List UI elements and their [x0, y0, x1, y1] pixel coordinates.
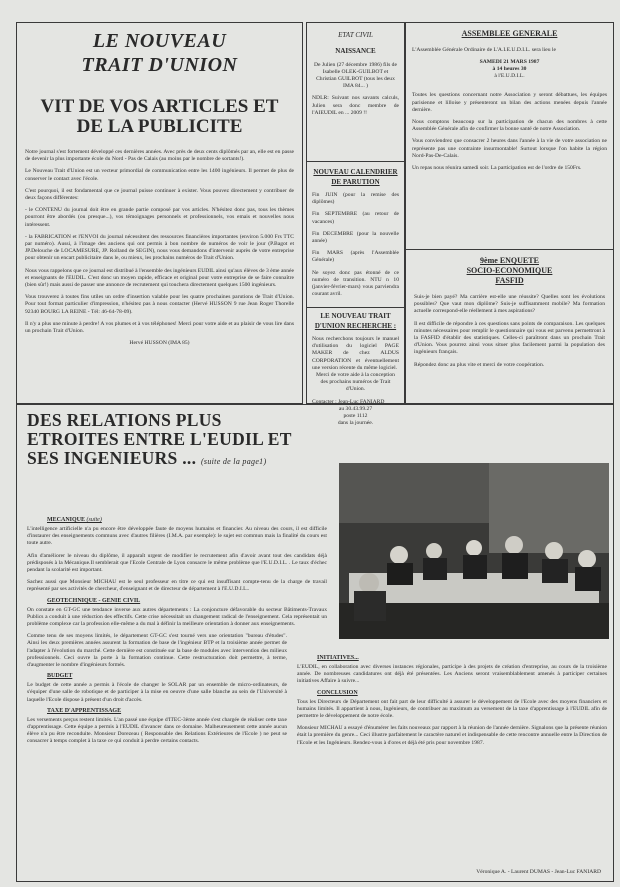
calendrier-item: Fin JUIN (pour la remise des diplômes) — [312, 192, 399, 206]
calendrier-heading-line2: DE PARUTION — [331, 177, 380, 186]
editorial-paragraph: C'est pourquoi, il est fondamental que ce journal puisse continuer à exister. Vous pouvez directement y contribuer de deux façons différentes: — [25, 187, 294, 202]
relations-headline-suite: (suite de la page1) — [200, 457, 267, 466]
article-left-column — [27, 513, 327, 746]
enquete-heading-line2: SOCIO-ECONOMIQUE — [466, 266, 553, 275]
calendrier-item: Fin MARS (après l'Assemblée Générale) — [312, 250, 399, 264]
relations-headline — [27, 411, 437, 471]
mecanique-heading — [47, 517, 327, 523]
mecanique-suite: (suite) — [86, 517, 102, 523]
ndlr-text: NDLR: Suivant nos savants calculs, Julien sera donc membre de l'AIEUDIL en ... 2009 !! — [312, 95, 399, 116]
assemblee-paragraph: Un repas nous réunira samedi soir. La participation est de l'ordre de 150Frs. — [412, 164, 582, 171]
calendrier-item: Fin SEPTEMBRE (au retour de vacances) — [312, 211, 399, 225]
taxe-heading: TAXE D'APPRENTISSAGE — [47, 707, 122, 714]
assemblee-intro: L'Assemblée Générale Ordinaire de L'A.I.E.U.D.I.L. sera lieu le — [412, 46, 556, 53]
enquete-paragraph: Il est difficile de répondre à ces questions sans points de comparaison. Les quelques minutes nécessaires pour remplir le questionnaire qui vous est parvenu permettront à la FASFID d'établir des statistiques. Celles-ci paraîtront dans un prochain Trait d'Union. Vous pourrez ainsi vous situer plus facilement parmi la population des ingénieurs français. — [414, 320, 605, 356]
naissance-text: De Julien (27 décembre 1986) fils de Isabelle OLEK-GUILBOT et Christian GUILBOT (tous les deux IMA 84... ) — [314, 61, 397, 90]
article-paragraph: Afin d'améliorer le niveau du diplôme, il apparaît urgent de modifier le recrutement afin d'avoir avant tout des candidats déjà prédisposés à la Mécanique.Il semblerait que l'Ecole Centrale de Lyon consacre le même problème que l'E.U.D.I.L. . Le taux d'échec pendant la scolarité est important. — [27, 552, 327, 574]
newsletter-title-line1: LE NOUVEAU — [92, 30, 227, 52]
article-paragraph: Tous les Directeurs de Département ont fait part de leur difficulté à assurer le développement de l'Ecole avec des moyens financiers et humains limités. Il appartient à nous, Ingénieurs, de contribuer au maximum au versement de la taxe d'apprentissage à l'EUDIL afin de permettre le développement de notre école. — [297, 698, 607, 720]
contact-poste: poste 1112 — [343, 413, 368, 420]
assemblee-heading: ASSEMBLEE GENERALE — [461, 29, 558, 38]
article-paragraph: L'EUDIL, en collaboration avec diverses instances régionales, participe à des projets de création d'entreprise, au cours de la troisième année. De nombreuses candidatures ont déjà été présentées. Les Anciens seront vraisemblablement amenés à participer certaines initiatives Affaire à suivre... — [297, 664, 607, 685]
editorial-headline-line2: DE LA PUBLICITE — [76, 116, 243, 137]
relations-article-box — [16, 404, 614, 882]
editorial-paragraph: Vous trouverez à toutes fins utiles un ordre d'insertion valable pour les quatre prochaines parutions de Trait d'Union. Pour tout format particulier d'impression, n'hésitez pas à nous contacter (Hervé HUSSON 9 rue Jean Roger Thorelle 92340 BOURG LA REINE - Tél: 46-64-78-09). — [25, 294, 294, 315]
assemblee-time: à 14 heures 30 — [492, 65, 527, 72]
article-paragraph: On constate en GT-GC une tendance inverse aux autres départements : La conjoncture défavorable du secteur Bâtiments-Travaux Publics a conduit à une réduction des effectifs. Cette crise nécessitait un changement radical de l'enseignement. Cela représentait un problème complexe car la profession elle-même a du mal à définir la meilleure orientation à donner aux enseignements. — [27, 606, 327, 628]
article-right-column — [297, 651, 607, 747]
recherche-section — [307, 308, 404, 427]
calendrier-section — [307, 162, 404, 308]
editorial-headline-line1: VIT DE VOS ARTICLES ET — [40, 96, 279, 117]
assemblee-box — [405, 22, 614, 404]
recherche-text: Nous recherchons toujours le manuel d'utilisation du logiciel PAGE MAKER de chez ALDUS CORPORATION et éventuellement une version récente du même logiciel. — [312, 336, 399, 371]
article-paragraph: Le budget de cette année a permis à l'école de changer le SOLAR par un ensemble de micro-ordinateurs, de s'équiper d'une salle de robotique et de participer à la mise en oeuvre d'une salle blanche au sein de l'Université à laquelle l'Ecole dispose à présent d'un droit d'accès. — [27, 682, 287, 703]
enquete-heading-line1: 9ème ENQUETE — [480, 256, 539, 265]
assemblee-date: SAMEDI 21 MARS 1987 — [479, 58, 540, 65]
contact-name: Contacter : Jean-Luc FANIARD — [312, 398, 385, 405]
article-paragraph: Comme tenu de ses moyens limités, le département GT-GC s'est tourné vers une orientation "bureau d'études". Ainsi les deux premières années assurent la formation de base de l'ingénieur BTP et la troisième année permet de l'adapter à l'évolution du marché. Cette dernière est constituée sur la base de modules avec intervention des milieux professionnels. Ceci ouvre la porte à la formation continue. Cette restructuration doit permettre, à terme, d'augmenter le nombre d'ingénieurs formés. — [27, 633, 287, 669]
enquete-paragraph: Répondez donc au plus vite et merci de votre coopération. — [414, 361, 545, 368]
editorial-signature: Hervé HUSSON (IMA 85) — [129, 340, 190, 347]
editorial-paragraph: Il n'y a plus une minute à perdre! A vos plumes et à vos téléphones! Merci pour votre aide et au plaisir de vous lire dans un prochain Trait d'Union. — [25, 320, 294, 335]
article-paragraph: Les versements perçus restent limités. L'an passé une équipe d'ITEC-3ème année s'est chargée de réaliser cette taxe d'apprentissage. Cette équipe a permis à l'EUDIL d'avancer dans ce domaine. Malheureusement cette année aucun élève n'a pu être reconduite. Monsieur Dorezeau ( Responsable des Relations Extérieures de l'Ecole ) ne peut se consacrer à temps complet à la taxe ce qui conduit à perdre certains contacts. — [27, 716, 287, 745]
enquete-paragraph: Suis-je bien payé? Ma carrière est-elle une réussite? Quelles sont les évolutions possibles? Que vaut mon diplôme? Suis-je suffisamment mobile? Ma formation actuelle correspond-elle réellement à mes aspirations? — [414, 294, 605, 315]
etat-civil-box — [306, 22, 405, 427]
assemblee-paragraph: Nous comptons beaucoup sur la participation de chacun des nombres à cette Assemblée Générale afin de confirmer la bonne santé de notre Association. — [412, 118, 607, 133]
assemblee-place: à l'E.U.D.I.L. — [494, 73, 525, 80]
budget-heading: BUDGET — [47, 673, 73, 680]
recherche-heading-line2: D'UNION RECHERCHE : — [314, 321, 397, 330]
editorial-box — [16, 22, 303, 404]
relations-headline-line2: ETROITES ENTRE L'EUDIL ET — [27, 429, 292, 449]
mecanique-title: MECANIQUE — [47, 517, 86, 523]
contact-when: dans la journée. — [337, 420, 374, 427]
enquete-section — [406, 250, 613, 403]
geotechnique-heading: GEOTECHNIQUE - GENIE CIVIL — [47, 597, 141, 604]
editorial-paragraph: - le CONTENU du journal doit être en grande partie composé par vos articles. N'hésitez donc pas, tous les thèmes pourront être abordés (ou presque...), vos témoignages personnels et professionnels, vos emais et nouvelles nous intéressent. — [25, 207, 294, 228]
naissance-heading: NAISSANCE — [335, 47, 376, 55]
recherche-heading-line1: LE NOUVEAU TRAIT — [320, 312, 391, 320]
editorial-paragraph: - la FABRICATION et l'ENVOI du journal nécessitent des ressources financières importantes (environ 5.000 Frs TTC par numéro). Aussi, à l'image des anciens qui ont permis à bon nombre de numéros de voir le jour (P.Bagot et JP.Delouche de LOCAMESURE, JP. Rolland de SEGIN), nous vous demandons d'intervenir auprès de votre entreprise pour obtenir un encart publicitaire dans le, ou mieux, les prochains numéros de Trait d'Union. — [25, 233, 294, 262]
editorial-paragraph: Notre journal s'est fortement développé ces dernières années. Avec près de deux cents diplômés par an, elle est en passe de devenir la plus importante école du Nord - Pas de Calais (au moins par le nombre de sortants!). — [25, 149, 294, 163]
enquete-heading-line3: FASFID — [495, 276, 524, 285]
initiatives-heading: INITIATIVES... — [317, 655, 359, 661]
conclusion-heading: CONCLUSION — [317, 689, 358, 696]
relations-headline-line3: SES INGENIEURS ... — [27, 448, 197, 468]
editorial-paragraph: Le Nouveau Trait d'Union est un vecteur primordial de communication entre les 1400 ingénieurs. Il permet de plus de conserver le contact avec l'école. — [25, 168, 294, 182]
recherche-help: Merci de votre aide à la conception des prochains numéros de Trait d'Union. — [316, 372, 395, 393]
relations-headline-line1: DES RELATIONS PLUS — [27, 410, 222, 430]
etat-civil-section — [307, 23, 404, 162]
newsletter-title-line2: TRAIT D'UNION — [81, 54, 238, 76]
article-signature: Véronique A. - Laurent DUMAS - Jean-Luc FANIARD — [476, 869, 601, 875]
assemblee-paragraph: Vous conviendrez que consacrer 2 heures dans l'année à la vie de votre association ne représente pas une contrainte insurmontable! Surtout lorsque l'on habite la région Nord-Pas-De-Calais. — [412, 138, 607, 159]
article-paragraph: Monsieur MICHAU a essayé d'énumérer les faits nouveaux par rapport à la réunion de l'année dernière. Signalons que la présente réunion était la première du genre... Ceci illustre parfaitement le caractère naturel et indispensable de cette rencontre annuelle entre la Direction de l'Ecole et les Ingénieurs. Rendez-vous à d'ores et déjà été pris pour novembre 1987. — [297, 725, 607, 746]
assemblee-section — [406, 23, 613, 250]
article-paragraph: L'intelligence artificielle n'a pu encore être développée faute de moyens humains et financier. Au niveau des cours, il est difficile d'instaurer des enseignements communs avec d'autres filières (I.M.A. par exemple): le sujet est commun mais la finalité du cours est toute autre. — [27, 526, 327, 547]
calendrier-item: Fin DECEMBRE (pour la nouvelle année) — [312, 230, 399, 245]
calendrier-heading-line1: NOUVEAU CALENDRIER — [313, 168, 398, 176]
assemblee-paragraph: Toutes les questions concernant notre Association y seront débattues, les équipes parisienne et lilloise y présenteront un bilan des actions menées depuis l'année dernière. — [412, 92, 607, 113]
contact-tel: au 30.43.99.27 — [338, 405, 373, 412]
etat-civil-heading: ETAT CIVIL — [338, 31, 373, 39]
article-paragraph: Sachez aussi que Monsieur MICHAU est le seul professeur en titre ce qui est insuffisant compte-tenu de la charge de travail représenté par ses activités de chercheur, d'enseignant et de directeur de département à l'E.U.D.I.L.. — [27, 579, 327, 593]
meeting-photo — [339, 463, 609, 639]
editorial-paragraph: Nous vous rappelons que ce journal est distribué à l'ensemble des ingénieurs EUDIL ainsi qu'aux élèves de 3 ème année et enseignants de l'EUDIL. C'est donc un moyen rapide, efficace et original pour votre entreprise de se faire connaître (bien sûr!) mais aussi de passer une annonce de recrutement qui touchera directement quelques 1500 ingénieurs. — [25, 267, 294, 289]
calendrier-note: Ne soyez donc pas étonné de ce numéro de transition. NTU n 10 (janvier-février-mars) vous parviendra courant avril. — [312, 269, 399, 298]
